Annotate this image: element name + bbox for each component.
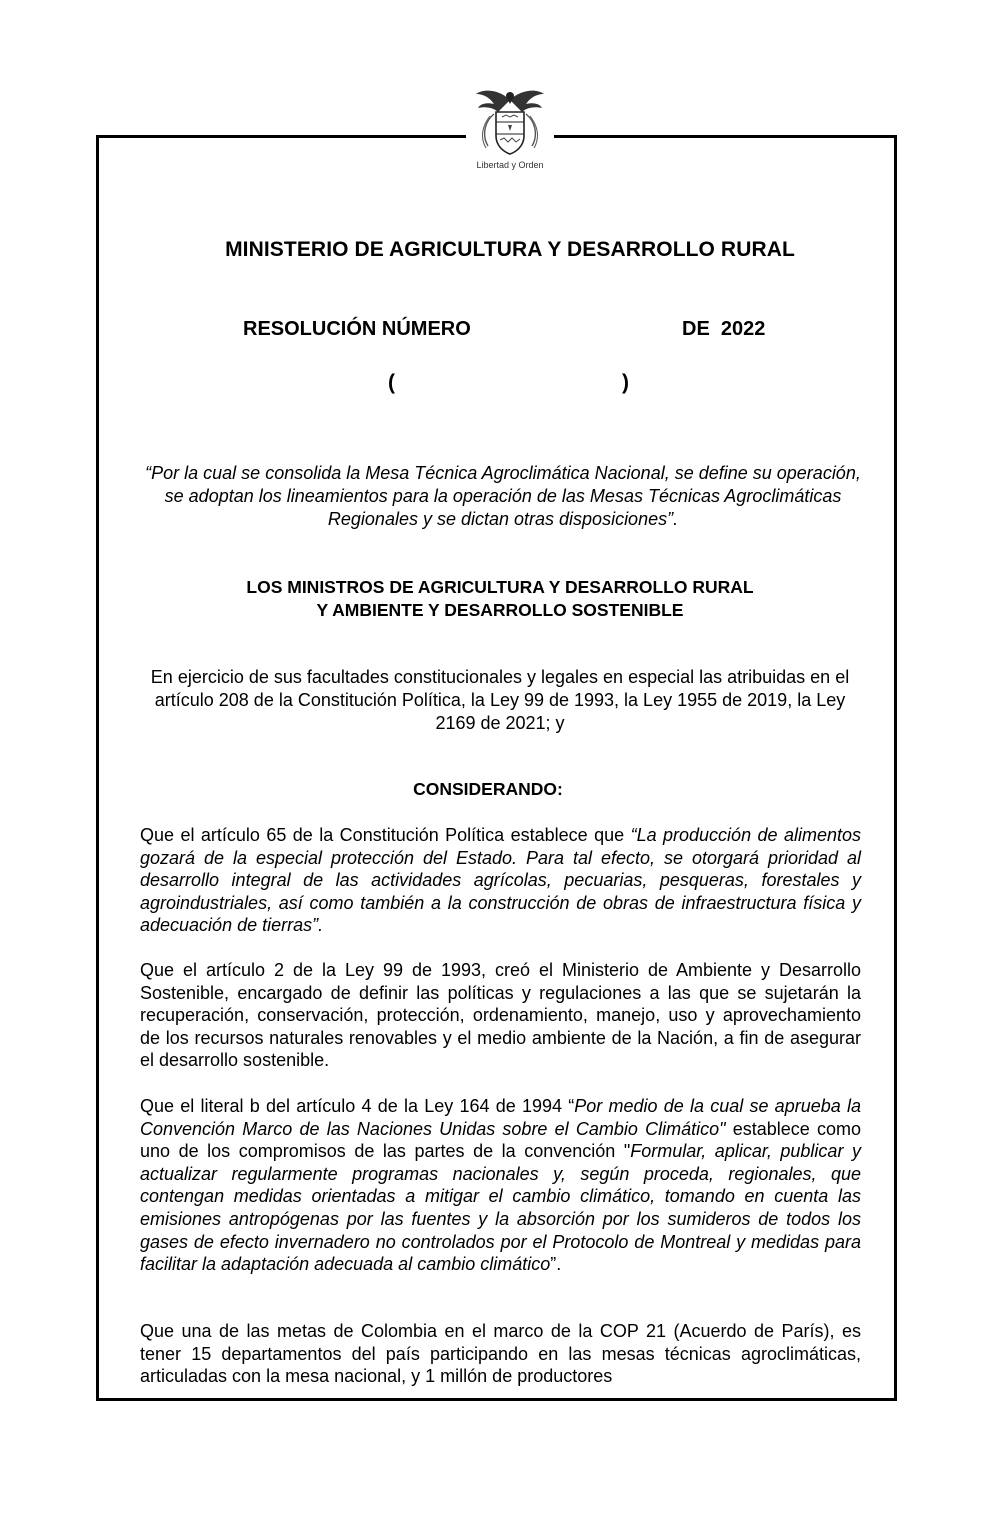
considerando-paragraph-3 [140,1095,861,1276]
resolution-epigraph: “Por la cual se consolida la Mesa Técnica Agroclimática Nacional, se define su operación, se adoptan los lineamientos para la operación de las Mesas Técnicas Agroclimáticas Regionales y se dictan otras disposiciones”. [145,463,861,529]
resolution-date-paren-open: ( [388,371,395,394]
paragraph-1-quote: “La producción de alimentos gozará de la especial protección del Estado. Para tal efecto, se otorgará prioridad al desarrollo integral de las actividades agrícolas, pecuarias, pesqueras, forestales y agroindustriales, así como también a la construcción de obras de infraestructura física y adecuación de tierras”. [140,825,861,936]
considerando-heading: CONSIDERANDO: [413,779,563,799]
coat-of-arms [466,82,554,182]
considerando-paragraph-2: Que el artículo 2 de la Ley 99 de 1993, creó el Ministerio de Ambiente y Desarrollo Sostenible, encargado de definir las políticas y regulaciones a las que se sujetarán la recuperación, conservación, protección, ordenamiento, manejo, uso y aprovechamiento de los recursos naturales renovables y el medio ambiente de la Nación, a fin de asegurar el desarrollo sostenible. [140,960,861,1071]
seal-motto: Libertad y Orden [476,160,544,170]
ministry-title: MINISTERIO DE AGRICULTURA Y DESARROLLO RURAL [225,238,795,261]
paragraph-3-text-a: Que el literal b del artículo 4 de la Ley 164 de 1994 “ [140,1096,575,1116]
colombia-coat-of-arms-icon [470,82,550,162]
ministers-heading [140,576,860,622]
paragraph-3-text-c: establece como uno de los compromisos de las partes de la convención " [140,1118,861,1162]
considerando-paragraph-1 [140,824,861,937]
paragraph-3-text-e: ”. [550,1254,562,1275]
resolution-date-paren-close: ) [622,371,629,394]
ministers-heading-line-1: LOS MINISTROS DE AGRICULTURA Y DESARROLLO RURAL [246,577,754,597]
resolution-number-label: RESOLUCIÓN NÚMERO [243,318,471,340]
considerando-paragraph-4: Que una de las metas de Colombia en el marco de la COP 21 (Acuerdo de París), es tener 15 departamentos del país participando en las mesas técnicas agroclimáticas, articuladas con la mesa nacional, y 1 millón de productores [140,1321,861,1387]
resolution-year: DE 2022 [682,318,766,340]
paragraph-1-text: Que el artículo 65 de la Constitución Política establece que [140,825,631,845]
paragraph-3-law-title: Por medio de la cual se aprueba la Convención Marco de las Naciones Unidas sobre el Cambio Climático" [140,1096,861,1139]
ministers-heading-line-2: Y AMBIENTE Y DESARROLLO SOSTENIBLE [316,600,684,620]
legal-powers-paragraph: En ejercicio de sus facultades constitucionales y legales en especial las atribuidas en el artículo 208 de la Constitución Política, la Ley 99 de 1993, la Ley 1955 de 2019, la Ley 2169 de 2021; y [150,667,850,733]
paragraph-3-quote: Formular, aplicar, publicar y actualizar regularmente programas nacionales y, según proceda, regionales, que contengan medidas orientadas a mitigar el cambio climático, tomando en cuenta las emisiones antropógenas por las fuentes y la absorción por los sumideros de todos los gases de efecto invernadero no controlados por el Protocolo de Montreal y medidas para facilitar la adaptación adecuada al cambio climático [140,1141,861,1275]
